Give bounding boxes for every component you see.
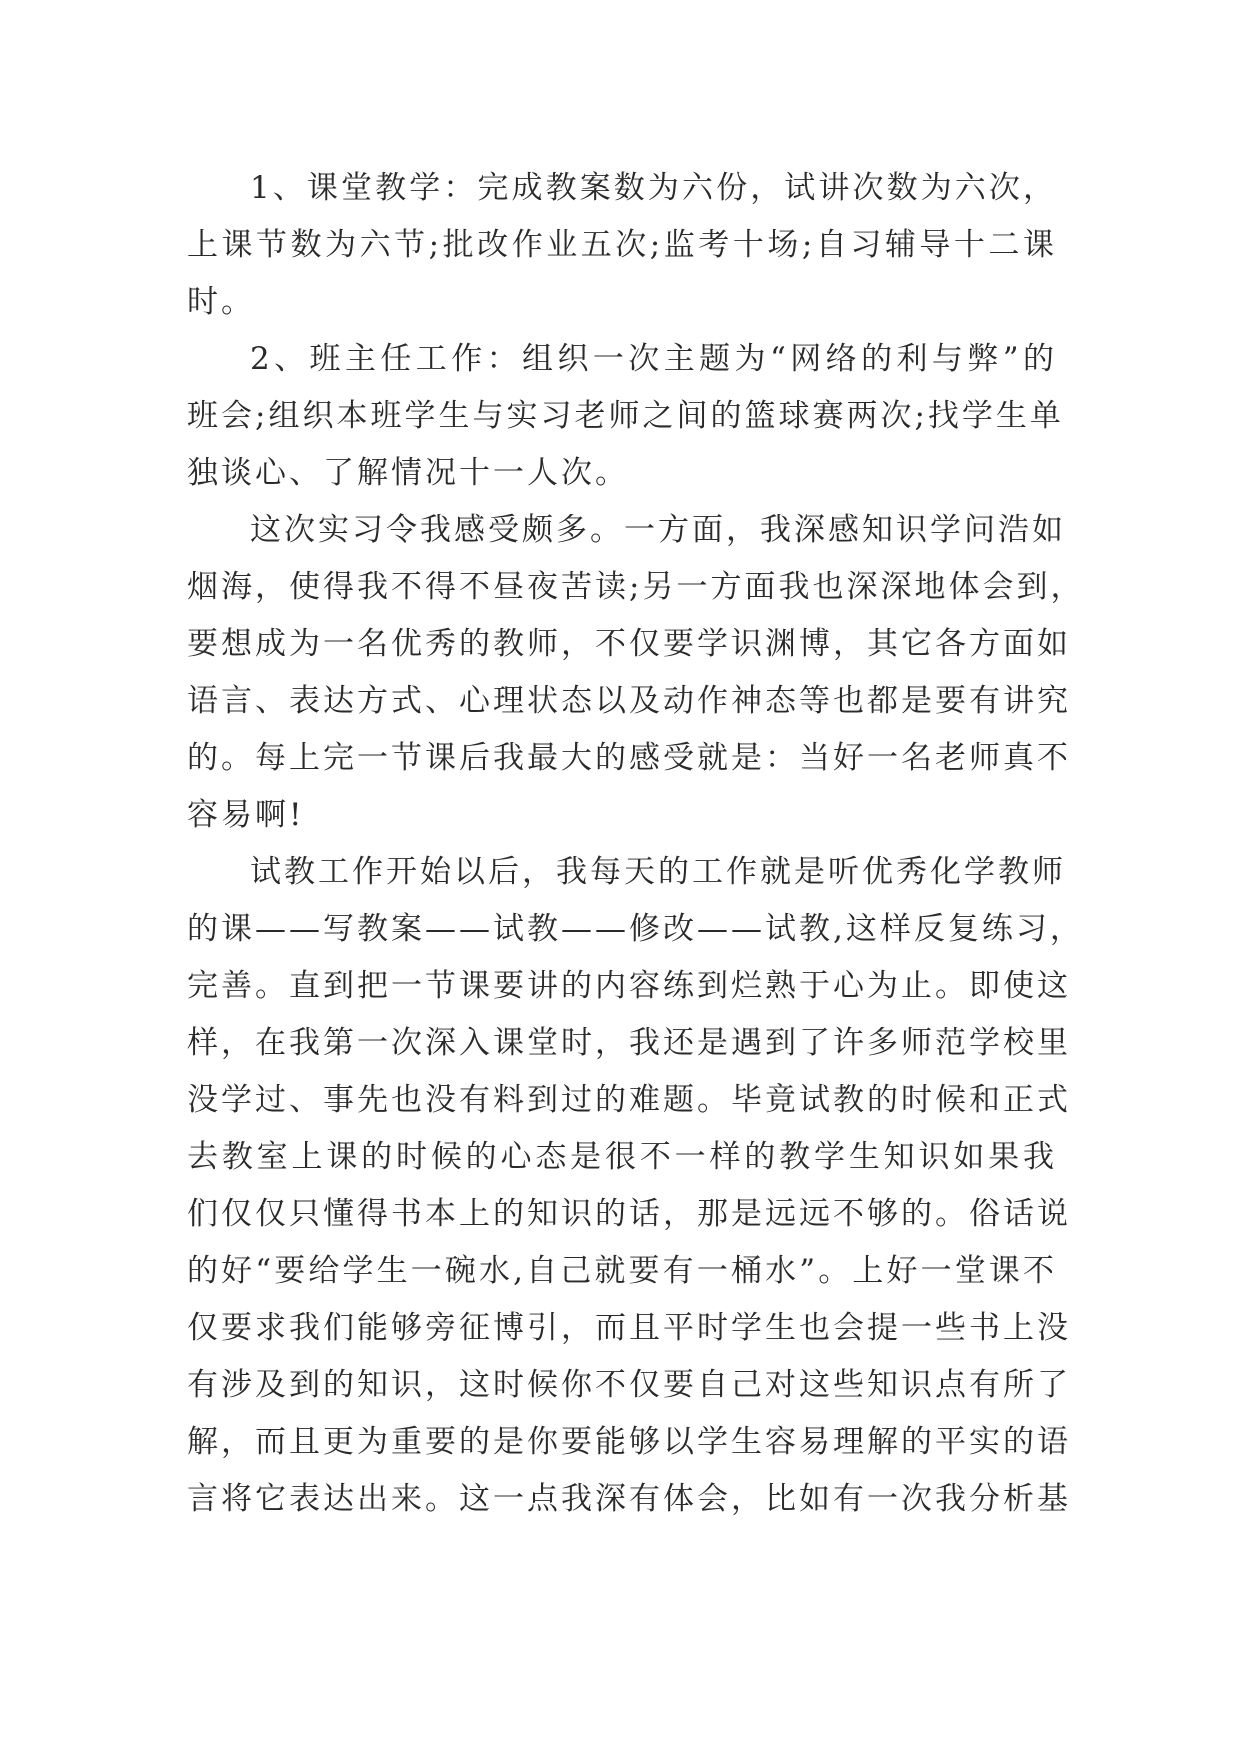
- document-body: [187, 160, 1085, 1528]
- text-line: 要想成为一名优秀的教师，不仅要学识渊博，其它各方面如: [187, 626, 1071, 662]
- text-line: 这次实习令我感受颇多。一方面，我深感知识学问浩如: [250, 512, 1066, 548]
- text-line: 试教工作开始以后，我每天的工作就是听优秀化学教师: [250, 854, 1066, 890]
- text-line: 烟海，使得我不得不昼夜苦读;另一方面我也深深地体会到，: [187, 569, 1085, 605]
- text-line: 独谈心、了解情况十一人次。: [187, 455, 629, 491]
- text-line: 的。每上完一节课后我最大的感受就是：当好一名老师真不: [187, 740, 1071, 776]
- text-line: 容易啊!: [187, 797, 305, 833]
- text-line: 班会;组织本班学生与实习老师之间的篮球赛两次;找学生单: [187, 398, 1064, 434]
- text-line: 去教室上课的时候的心态是很不一样的教学生知识如果我: [187, 1139, 1057, 1175]
- text-line: 语言、表达方式、心理状态以及动作神态等也都是要有讲究: [187, 683, 1071, 719]
- text-line: 解，而且更为重要的是你要能够以学生容易理解的平实的语: [187, 1424, 1071, 1460]
- paragraph: [187, 502, 1085, 844]
- text-line: 有涉及到的知识，这时候你不仅要自己对这些知识点有所了: [187, 1367, 1071, 1403]
- text-line: 上课节数为六节;批改作业五次;监考十场;自习辅导十二课: [187, 227, 1057, 263]
- text-line: 完善。直到把一节课要讲的内容练到烂熟于心为止。即使这: [187, 968, 1071, 1004]
- text-line: 没学过、事先也没有料到过的难题。毕竟试教的时候和正式: [187, 1082, 1071, 1118]
- text-line: 仅要求我们能够旁征博引，而且平时学生也会提一些书上没: [187, 1310, 1071, 1346]
- text-line: 2、班主任工作：组织一次主题为“网络的利与弊”的: [250, 341, 1057, 377]
- text-line: 们仅仅只懂得书本上的知识的话，那是远远不够的。俗话说: [187, 1196, 1071, 1232]
- paragraph: [187, 844, 1084, 1528]
- text-line: 的好“要给学生一碗水,自己就要有一桶水”。上好一堂课不: [187, 1253, 1057, 1289]
- paragraph: [187, 331, 1064, 502]
- text-line: 言将它表达出来。这一点我深有体会，比如有一次我分析基: [187, 1481, 1071, 1517]
- text-line: 1、课堂教学：完成教案数为六份，试讲次数为六次，: [250, 170, 1057, 206]
- paragraph: [187, 160, 1057, 331]
- text-line: 的课——写教案——试教——修改——试教,这样反复练习，: [187, 911, 1084, 947]
- text-line: 时。: [187, 284, 255, 320]
- text-line: 样，在我第一次深入课堂时，我还是遇到了许多师范学校里: [187, 1025, 1071, 1061]
